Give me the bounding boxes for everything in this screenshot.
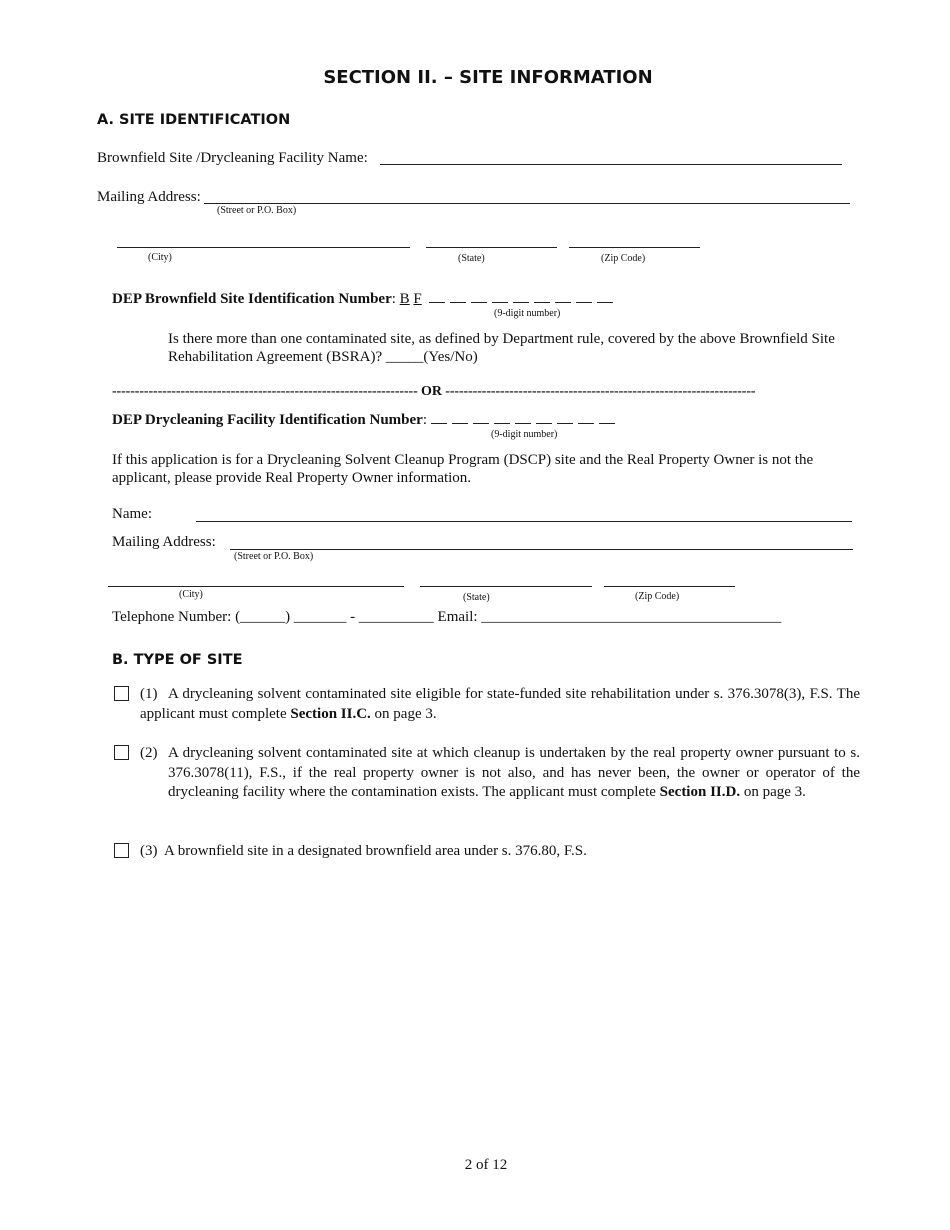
option3-checkbox[interactable] [114,843,129,858]
option3-text: A brownfield site in a designated brownfield area under s. 376.80, F.S. [164,843,587,859]
option2-text: A drycleaning solvent contaminated site at which cleanup is undertaken by the real property owner pursuant to s. 376.3078(11), F.S., if the real property owner is not also, and has never been, the owner or operator of the drycleaning facility where the contamination exists. The applicant must complete Section II.D. on page 3. [168,745,860,800]
drycleaning-id-label: DEP Drycleaning Facility Identification Number [112,412,423,428]
brownfield-prefix-f: F [413,291,422,307]
option1-checkbox[interactable] [114,686,129,701]
drycleaning-nine-digit-caption: (9-digit number) [491,429,558,440]
drycleaning-id-row: DEP Drycleaning Facility Identification Number: [112,411,620,429]
mailing-address-field[interactable] [204,203,850,204]
brownfield-prefix-b: B [399,291,410,307]
dscp-note-line2: applicant, please provide Real Property Owner information. [112,470,472,486]
brownfield-id-row: DEP Brownfield Site Identification Number: B F [112,290,618,308]
telephone-email-row[interactable]: Telephone Number: (______) _______ - __________ Email: ________________________________________ [112,609,782,625]
option2-number: (2) [140,745,158,761]
owner-zip-caption: (Zip Code) [635,591,680,602]
zip-field[interactable] [569,247,700,248]
bsra-question-line2: Rehabilitation Agreement (BSRA)? _____(Yes/No) [168,349,478,365]
zip-caption: (Zip Code) [601,253,646,264]
site-identification-heading: A. SITE IDENTIFICATION [97,112,291,128]
owner-city-caption: (City) [179,589,203,600]
bsra-question-line1: Is there more than one contaminated site, as defined by Department rule, covered by the above Brownfield Site [168,331,835,347]
owner-mailing-label: Mailing Address: [112,534,216,550]
city-caption: (City) [148,252,172,263]
street-caption: (Street or P.O. Box) [217,205,297,216]
drycleaning-digit-blanks[interactable] [431,412,620,428]
option1-number: (1) [140,686,158,702]
facility-name-label: Brownfield Site /Drycleaning Facility Name: [97,150,368,166]
owner-mailing-field[interactable] [230,549,853,550]
option1-text: A drycleaning solvent contaminated site eligible for state-funded site rehabilitation under s. 376.3078(3), F.S. The applicant must complete Section II.C. on page 3. [140,686,860,722]
owner-name-field[interactable] [196,521,852,522]
section-title: SECTION II. – SITE INFORMATION [323,67,653,88]
brownfield-nine-digit-caption: (9-digit number) [494,308,561,319]
option3-number: (3) [140,843,158,859]
facility-name-field[interactable] [380,164,842,165]
owner-street-caption: (Street or P.O. Box) [234,551,314,562]
owner-state-caption: (State) [463,592,490,603]
brownfield-digit-blanks[interactable] [429,291,618,307]
owner-city-field[interactable] [108,586,404,587]
dscp-note-line1: If this application is for a Drycleaning Solvent Cleanup Program (DSCP) site and the Real Property Owner is not the [112,452,814,468]
option2-checkbox[interactable] [114,745,129,760]
owner-state-field[interactable] [420,586,592,587]
owner-zip-field[interactable] [604,586,735,587]
page-number: 2 of 12 [464,1157,508,1173]
brownfield-id-label: DEP Brownfield Site Identification Number [112,291,392,307]
mailing-address-label: Mailing Address: [97,189,201,205]
owner-name-label: Name: [112,506,152,522]
state-caption: (State) [458,253,485,264]
state-field[interactable] [426,247,557,248]
city-field[interactable] [117,247,410,248]
or-separator: ------------------------------------------------------------------- OR -------------------------------------------------------------------- [112,384,756,399]
type-of-site-heading: B. TYPE OF SITE [112,652,243,668]
